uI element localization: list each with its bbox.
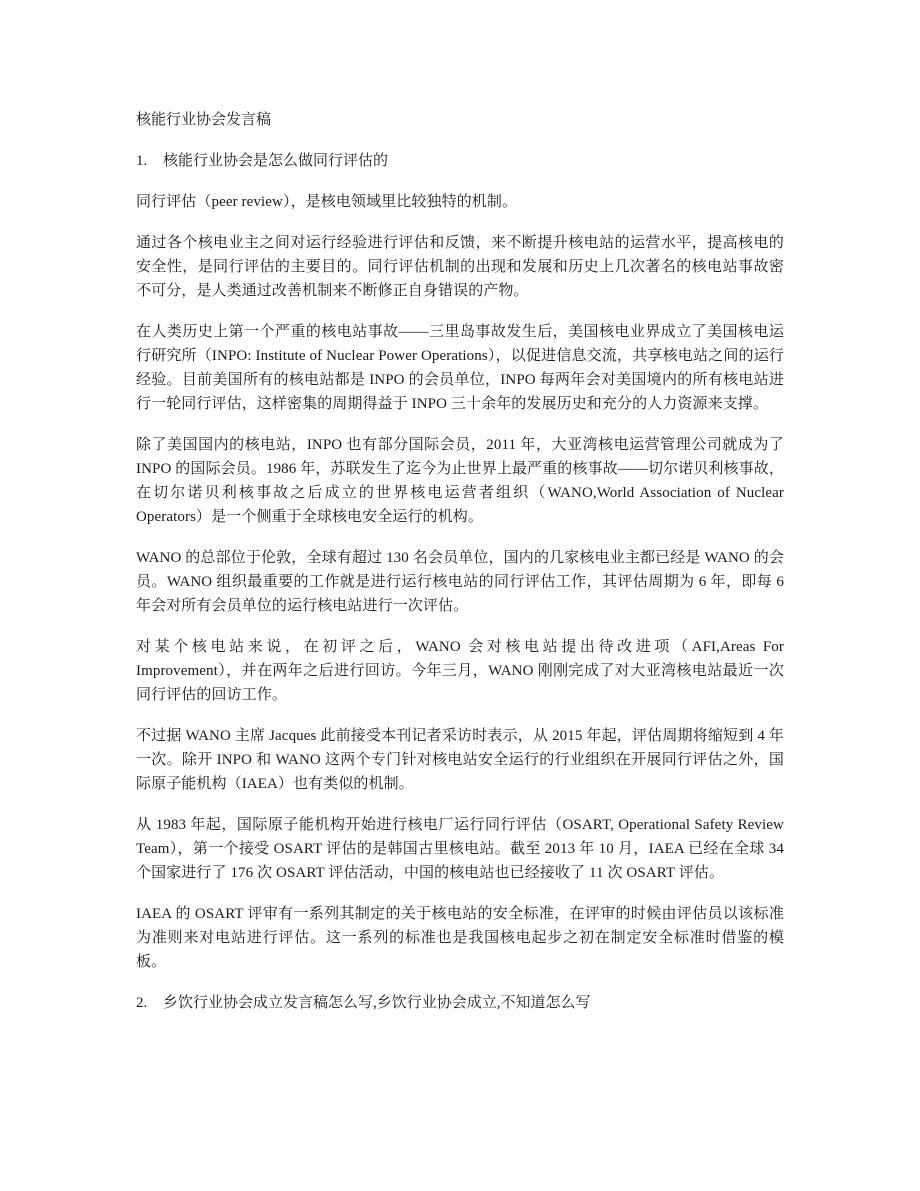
paragraph: 在人类历史上第一个严重的核电站事故——三里岛事故发生后，美国核电业界成立了美国核电运行研究所（INPO: Institute of Nuclear Power Operations），以促进信息交流，共享核电站之间的运行经验。目前美国所有的核电站都是 INPO 的会员单位，INPO 每两年会对美国境内的所有核电站进行一轮同行评估，这样密集的周期得益于 INPO 三十余年的发展历史和充分的人力资源来支撑。 xyxy=(136,324,784,412)
section-2-number: 2. xyxy=(136,995,148,1011)
paragraph: 从 1983 年起，国际原子能机构开始进行核电厂运行同行评估（OSART, Operational Safety Review Team），第一个接受 OSART 评估的是韩国古里核电站。截至 2013 年 10 月，IAEA 已经在全球 34 个国家进行了 176 次 OSART 评估活动，中国的核电站也已经接收了 11 次 OSART 评估。 xyxy=(136,817,784,881)
document-page xyxy=(136,108,784,1032)
section-1-heading xyxy=(136,149,784,173)
paragraph: 除了美国国内的核电站，INPO 也有部分国际会员，2011 年，大亚湾核电运营管理公司就成为了 INPO 的国际会员。1986 年，苏联发生了迄今为止世界上最严重的核事故——切尔诺贝利核事故，在切尔诺贝利核事故之后成立的世界核电运营者组织（WANO,World Association of Nuclear Operators）是一个侧重于全球核电安全运行的机构。 xyxy=(136,437,784,525)
section-1-number: 1. xyxy=(136,153,148,169)
section-2-heading xyxy=(136,991,784,1015)
paragraph: 同行评估（peer review），是核电领域里比较独特的机制。 xyxy=(136,194,518,210)
paragraph: IAEA 的 OSART 评审有一系列其制定的关于核电站的安全标准，在评审的时候由评估员以该标准为准则来对电站进行评估。这一系列的标准也是我国核电起步之初在制定安全标准时借鉴的模板。 xyxy=(136,906,784,970)
paragraph: 对某个核电站来说，在初评之后，WANO 会对核电站提出待改进项（AFI,Areas For Improvement），并在两年之后进行回访。今年三月，WANO 刚刚完成了对大亚湾核电站最近一次同行评估的回访工作。 xyxy=(136,639,784,703)
paragraph: 不过据 WANO 主席 Jacques 此前接受本刊记者采访时表示，从 2015 年起，评估周期将缩短到 4 年一次。除开 INPO 和 WANO 这两个专门针对核电站安全运行的行业组织在开展同行评估之外，国际原子能机构（IAEA）也有类似的机制。 xyxy=(136,728,784,792)
section-2-title: 乡饮行业协会成立发言稿怎么写,乡饮行业协会成立,不知道怎么写 xyxy=(163,995,591,1011)
document-title: 核能行业协会发言稿 xyxy=(136,112,272,128)
paragraph: 通过各个核电业主之间对运行经验进行评估和反馈，来不断提升核电站的运营水平，提高核电的安全性，是同行评估的主要目的。同行评估机制的出现和发展和历史上几次著名的核电站事故密不可分，是人类通过改善机制来不断修正自身错误的产物。 xyxy=(136,235,784,299)
paragraph: WANO 的总部位于伦敦，全球有超过 130 名会员单位，国内的几家核电业主都已经是 WANO 的会员。WANO 组织最重要的工作就是进行运行核电站的同行评估工作，其评估周期为 6 年，即每 6 年会对所有会员单位的运行核电站进行一次评估。 xyxy=(136,550,784,614)
section-1-title: 核能行业协会是怎么做同行评估的 xyxy=(163,153,389,169)
